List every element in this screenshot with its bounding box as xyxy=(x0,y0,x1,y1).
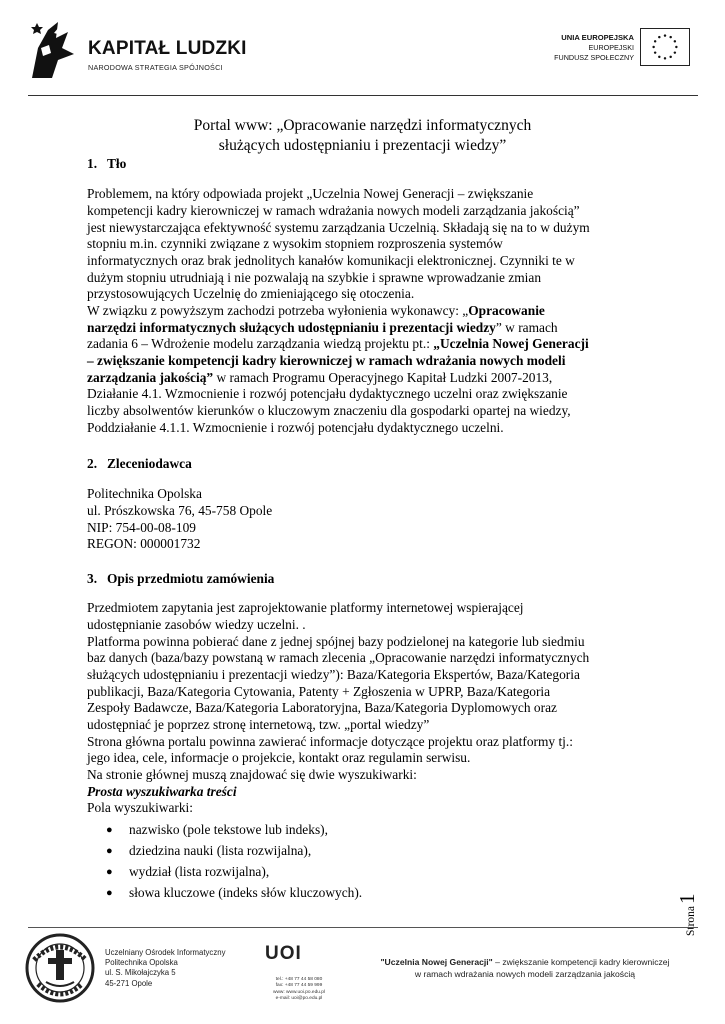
kapital-ludzki-title: KAPITAŁ LUDZKI xyxy=(88,38,247,59)
section-1-number: 1. xyxy=(87,156,98,171)
section-3-number: 3. xyxy=(87,571,98,586)
section-3-line: Przedmiotem zapytania jest zaprojektowanie platformy internetowej wspierającej xyxy=(87,600,524,615)
client-line: NIP: 754-00-08-109 xyxy=(87,520,196,535)
section-3-line: jego idea, cele, informacje o projekcie, kontakt oraz regulamin serwisu. xyxy=(87,750,471,765)
section-3-line: służących udostępnianiu i prezentacji wiedzy”): Baza/Kategoria Ekspertów, Baza/Kategoria xyxy=(87,667,580,682)
search-fields-label: Pola wyszukiwarki: xyxy=(87,800,193,815)
text-run: w ramach Programu Operacyjnego Kapitał Ludzki 2007-2013, xyxy=(213,370,553,385)
page-number xyxy=(669,893,709,940)
footer-address-line: Uczelniany Ośrodek Informatyczny xyxy=(105,948,226,957)
uoi-logo-letters: UOI xyxy=(265,943,302,964)
section-1-p2-line xyxy=(87,303,545,320)
politechnika-opolska-seal-icon xyxy=(24,932,96,1004)
search-subheading: Prosta wyszukiwarka treści xyxy=(87,784,237,799)
document-title-line-1: Portal www: „Opracowanie narzędzi informatycznych xyxy=(193,117,532,134)
section-3-line: Na stronie głównej muszą znajdować się dwie wyszukiwarki: xyxy=(87,767,417,782)
page-number-rotated xyxy=(675,893,700,936)
eu-line-1: UNIA EUROPEJSKA xyxy=(561,33,634,42)
list-item xyxy=(106,885,362,902)
section-3-line: Platforma powinna pobierać dane z jednej spójnej bazy podzielonej na kategorie lub siedmiu xyxy=(87,634,585,649)
text-run: W związku z powyższym zachodzi potrzeba wyłonienia wykonawcy: „ xyxy=(87,303,469,318)
footer-contact-line: fax: +48 77 44 59 999 xyxy=(275,983,323,989)
section-3-line: baz danych (baza/bazy powstaną w ramach zlecenia „Opracowanie narzędzi informatycznych xyxy=(87,650,590,665)
footer-project-desc: – zwiększanie kompetencji kadry kierowniczej xyxy=(492,957,670,967)
section-1-p1-line: kompetencji kadry kierowniczej w ramach wdrażania nowych modeli zarządzania jakością” xyxy=(87,203,580,218)
list-item-text: słowa kluczowe (indeks słów kluczowych). xyxy=(129,885,363,900)
section-3-line: Zespoły Badawcze, Baza/Kategoria Laboratoryjna, Baza/Kategoria Dyplomowych oraz xyxy=(87,700,557,715)
section-1-p1-line: stopniu m.in. czynniki związane z wysokim stopniem rozproszenia systemów xyxy=(87,236,503,251)
text-run-bold: narzędzi informatycznych służących udostępnianiu i prezentacji wiedzy xyxy=(87,320,496,335)
list-item xyxy=(106,822,328,839)
section-1-p2-line xyxy=(87,336,589,353)
section-1-p2-line: Działanie 4.1. Wzmocnienie i rozwój potencjału dydaktycznego uczelni oraz zwiększanie xyxy=(87,386,568,401)
uoi-logo xyxy=(265,943,345,967)
client-line: REGON: 000001732 xyxy=(87,536,201,551)
eu-flag-icon xyxy=(640,28,690,66)
text-run-bold: Opracowanie xyxy=(468,303,545,318)
footer-project-title: "Uczelnia Nowej Generacji" xyxy=(380,957,493,967)
list-item-text: wydział (lista rozwijalna), xyxy=(129,864,270,879)
eu-line-3: FUNDUSZ SPOŁECZNY xyxy=(554,53,634,62)
footer-project-line-2: w ramach wdrażania nowych modeli zarządzania jakością xyxy=(414,968,636,979)
list-item-text: nazwisko (pole tekstowe lub indeks), xyxy=(129,822,328,837)
footer-address-line: Politechnika Opolska xyxy=(105,958,178,968)
bullet-icon: ● xyxy=(106,887,113,899)
eu-logo xyxy=(520,28,690,72)
section-3-line: Strona główna portalu powinna zawierać informacje dotyczące projektu oraz platformy tj.: xyxy=(87,734,573,749)
bullet-icon: ● xyxy=(106,824,113,836)
section-3-line: udostępniać je poprzez stronę internetową, tzw. „portal wiedzy” xyxy=(87,717,430,732)
header-divider xyxy=(28,95,698,96)
section-1-p2-line xyxy=(87,370,552,387)
section-1-heading xyxy=(87,156,126,173)
section-3-line: publikacji, Baza/Kategoria Cytowania, Patenty + Zgłoszenia w UPRP, Baza/Kategoria xyxy=(87,684,551,699)
footer-project-name xyxy=(355,957,695,980)
footer-contact xyxy=(273,977,325,1002)
client-line: ul. Prószkowska 76, 45-758 Opole xyxy=(87,503,273,518)
text-run-bold: „Uczelnia Nowej Generacji xyxy=(433,336,589,351)
section-1-p1-line: jest niewystarczająca efektywność systemu zarządzania Uczelnią. Składają się na to w dużym xyxy=(87,220,590,235)
section-2-number: 2. xyxy=(87,456,98,471)
text-run: ” w ramach xyxy=(495,320,558,335)
footer-divider xyxy=(28,927,698,928)
page-number-value: 1 xyxy=(675,893,699,904)
section-1-p1-line: informatycznych oraz brak jednolitych kanałów komunikacji elektronicznej. Czynniki te w xyxy=(87,253,575,268)
section-1-p1-line: dużym stopniu utrudniają i nie pozwalają na szybkie i sprawne wprowadzanie zmian xyxy=(87,270,542,285)
document-title-line-2: służących udostępnianiu i prezentacji wiedzy” xyxy=(218,137,507,154)
document-title xyxy=(80,116,645,156)
list-item xyxy=(106,843,311,860)
section-1-p1-line: przystosowujących Uczelnię do zmieniającego się otoczenia. xyxy=(87,286,415,301)
eu-text xyxy=(554,32,634,63)
text-run: zadania 6 – Wdrożenie modelu zarządzania wiedzą projektu pt.: xyxy=(87,336,434,351)
kapital-ludzki-subtitle: NARODOWA STRATEGIA SPÓJNOŚCI xyxy=(88,63,223,72)
kapital-ludzki-logo xyxy=(28,18,248,80)
kapital-ludzki-emblem-icon xyxy=(28,18,78,80)
footer-project-line-1 xyxy=(355,957,695,969)
section-1-p2-line: Poddziałanie 4.1.1. Wzmocnienie i rozwój potencjału dydaktycznego uczelni. xyxy=(87,420,504,435)
bullet-icon: ● xyxy=(106,866,113,878)
bullet-icon: ● xyxy=(106,845,113,857)
footer-address-line: ul. S. Mikołajczyka 5 xyxy=(105,968,176,978)
section-3-line: udostępnianie zasobów wiedzy uczelni. . xyxy=(87,617,306,632)
footer-contact-line: e-mail: uoi@po.edu.pl xyxy=(275,995,323,1001)
section-1-title: Tło xyxy=(107,156,127,171)
section-1-p1-line: Problemem, na który odpowiada projekt „Uczelnia Nowej Generacji – zwiększanie xyxy=(87,186,534,201)
section-1-p2-line xyxy=(87,320,558,337)
client-line: Politechnika Opolska xyxy=(87,486,202,501)
footer-address xyxy=(105,948,225,989)
section-2-title: Zleceniodawca xyxy=(107,456,192,471)
section-3-heading xyxy=(87,571,274,588)
section-1-p2-line: liczby absolwentów kierunków o kluczowym znaczeniu dla gospodarki opartej na wiedzy, xyxy=(87,403,571,418)
footer-contact-line: www: www.uoi.po.edu.pl xyxy=(273,989,325,995)
list-item xyxy=(106,864,269,881)
section-1-p2-line: – zwiększanie kompetencji kadry kierowniczej w ramach wdrażania nowych modeli xyxy=(87,353,566,368)
text-run-bold: zarządzania jakością” xyxy=(87,370,214,385)
list-item-text: dziedzina nauki (lista rozwijalna), xyxy=(129,843,312,858)
section-2-heading xyxy=(87,456,192,473)
section-3-title: Opis przedmiotu zamówienia xyxy=(107,571,275,586)
footer-contact-line: tel.: +48 77 44 58 080 xyxy=(275,977,323,982)
page-number-label: Strona xyxy=(685,905,697,936)
eu-line-2: EUROPEJSKI xyxy=(588,43,634,52)
footer-address-line: 45-271 Opole xyxy=(105,978,153,988)
